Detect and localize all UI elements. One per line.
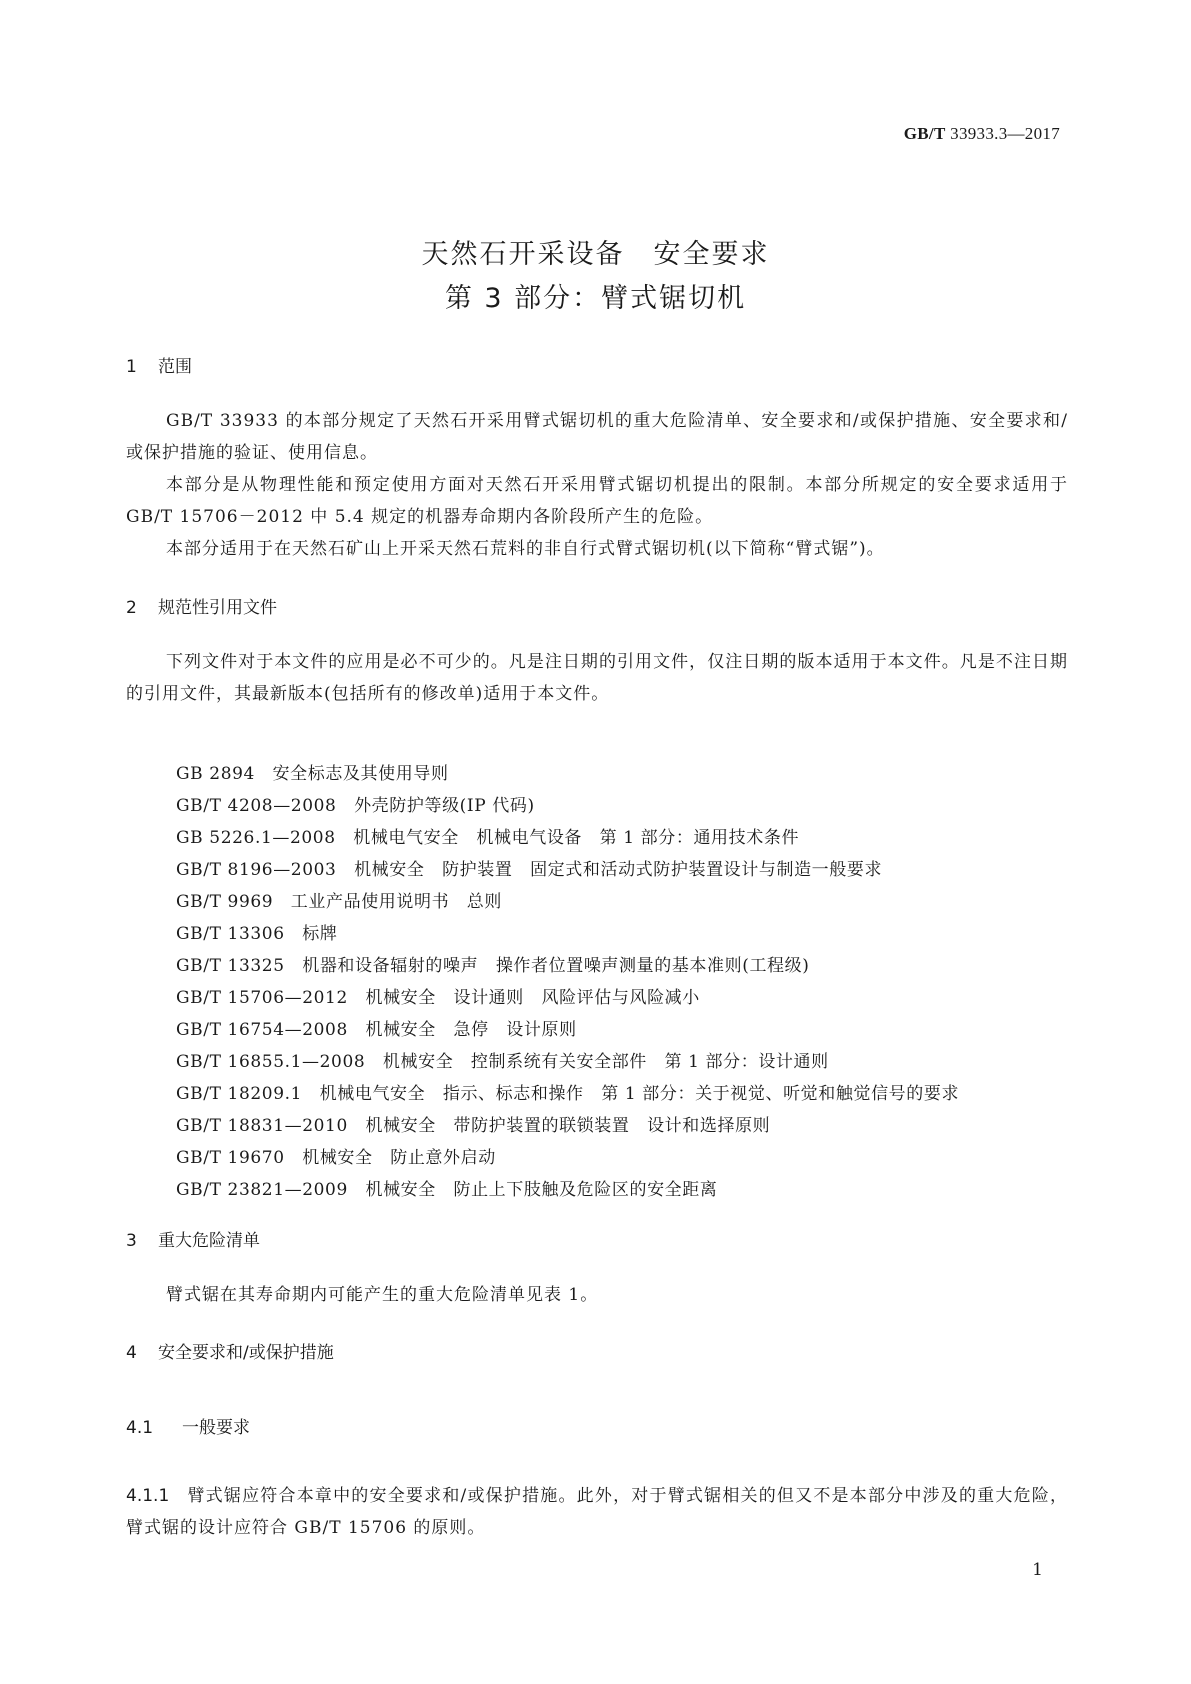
reference-item: GB/T 8196—2003 机械安全 防护装置 固定式和活动式防护装置设计与制造一般要求 [176,860,883,880]
section-2-title: 规范性引用文件 [158,598,277,618]
reference-item: GB/T 15706—2012 机械安全 设计通则 风险评估与风险减小 [176,988,700,1008]
document-code [904,124,1060,144]
document-code-number: 33933.3—2017 [945,124,1060,143]
title-line-2: 第 3 部分：臂式锯切机 [444,283,747,314]
section-4-heading [126,1338,334,1363]
clause-4-1-1-number: 4.1.1 [126,1486,170,1506]
reference-item: GB/T 18209.1 机械电气安全 指示、标志和操作 第 1 部分：关于视觉、听觉和触觉信号的要求 [176,1084,960,1104]
subsection-4-1-title: 一般要求 [182,1418,250,1438]
reference-item: GB 2894 安全标志及其使用导则 [176,764,449,784]
section-4-title: 安全要求和/或保护措施 [158,1343,334,1363]
section-2-heading [126,593,277,618]
reference-item: GB/T 16754—2008 机械安全 急停 设计原则 [176,1020,577,1040]
section-4-number: 4 [126,1343,137,1363]
reference-item: GB/T 13306 标牌 [176,924,338,944]
title-line-1: 天然石开采设备 安全要求 [421,239,770,270]
page-number: 1 [1032,1560,1043,1580]
section-3-title: 重大危险清单 [158,1231,260,1251]
section-1-paragraph-2: 本部分是从物理性能和预定使用方面对天然石开采用臂式锯切机提出的限制。本部分所规定的安全要求适用于 GB/T 15706－2012 中 5.4 规定的机器寿命期内各阶段所产生的危险。 [126,475,1068,527]
reference-item: GB/T 23821—2009 机械安全 防止上下肢触及危险区的安全距离 [176,1180,718,1200]
reference-item: GB/T 13325 机器和设备辐射的噪声 操作者位置噪声测量的基本准则(工程级) [176,956,810,976]
section-1-title: 范围 [158,357,192,377]
reference-item: GB/T 9969 工业产品使用说明书 总则 [176,892,503,912]
clause-4-1-1-text: 臂式锯应符合本章中的安全要求和/或保护措施。此外，对于臂式锯相关的但又不是本部分中涉及的重大危险，臂式锯的设计应符合 GB/T 15706 的原则。 [126,1486,1068,1538]
section-2-intro: 下列文件对于本文件的应用是必不可少的。凡是注日期的引用文件，仅注日期的版本适用于本文件。凡是不注日期的引用文件，其最新版本(包括所有的修改单)适用于本文件。 [126,652,1068,704]
section-1-paragraph-1: GB/T 33933 的本部分规定了天然石开采用臂式锯切机的重大危险清单、安全要求和/或保护措施、安全要求和/或保护措施的验证、使用信息。 [126,411,1068,463]
subsection-4-1-number: 4.1 [126,1418,154,1438]
section-1-number: 1 [126,357,137,377]
section-1-heading [126,352,192,377]
reference-item: GB/T 4208—2008 外壳防护等级(IP 代码) [176,796,535,816]
normative-reference-list [176,758,959,1206]
clause-4-1-1 [126,1480,1068,1544]
section-3-paragraph: 臂式锯在其寿命期内可能产生的重大危险清单见表 1。 [166,1285,599,1305]
document-code-prefix: GB/T [903,124,946,143]
reference-item: GB/T 16855.1—2008 机械安全 控制系统有关安全部件 第 1 部分：设计通则 [176,1052,829,1072]
section-2-number: 2 [126,598,137,618]
section-3-heading [126,1226,260,1251]
reference-item: GB 5226.1—2008 机械电气安全 机械电气设备 第 1 部分：通用技术条件 [176,828,800,848]
reference-item: GB/T 19670 机械安全 防止意外启动 [176,1148,496,1168]
section-1-paragraph-3: 本部分适用于在天然石矿山上开采天然石荒料的非自行式臂式锯切机(以下简称“臂式锯”)。 [166,539,885,559]
subsection-4-1-heading [126,1413,250,1438]
reference-item: GB/T 18831—2010 机械安全 带防护装置的联锁装置 设计和选择原则 [176,1116,771,1136]
section-3-number: 3 [126,1231,137,1251]
